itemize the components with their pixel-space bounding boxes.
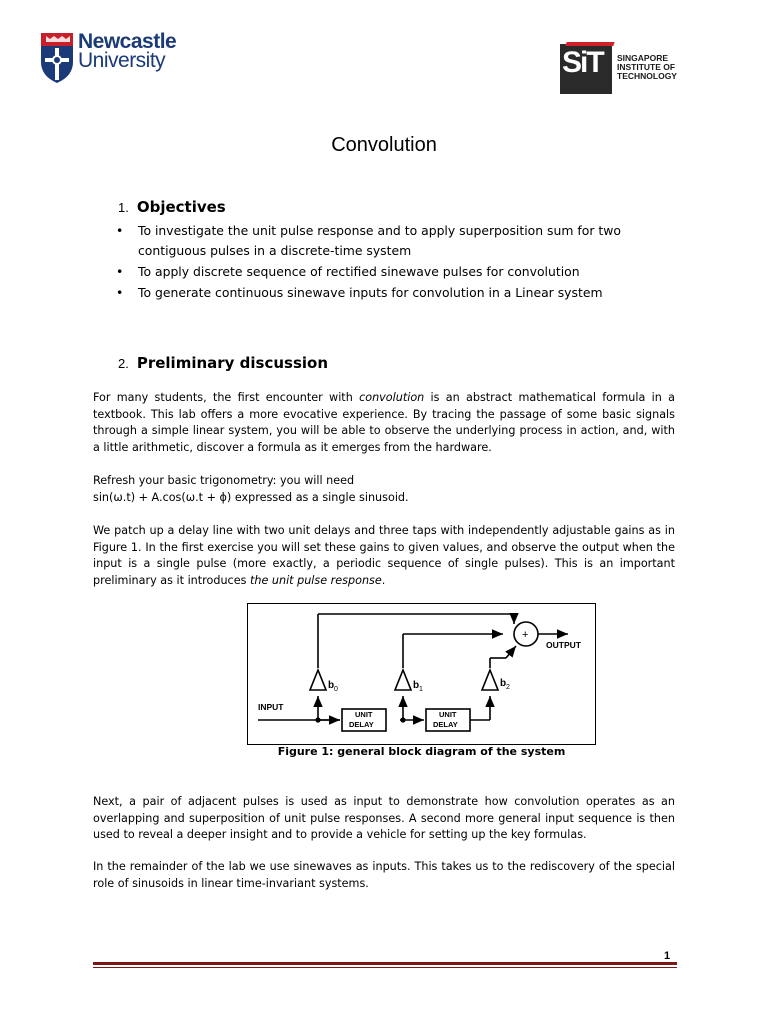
sit-line2: INSTITUTE OF: [617, 62, 676, 72]
newcastle-line1: Newcastle: [78, 30, 177, 53]
gain-b0-triangle: [310, 670, 326, 690]
gain-b1-subscript: 1: [419, 686, 423, 693]
input-label: INPUT: [258, 702, 284, 712]
sit-line3: TECHNOLOGY: [617, 71, 677, 81]
figure-1-diagram: [247, 603, 596, 745]
list-item: • To apply discrete sequence of rectified sinewave pulses for convolution: [116, 264, 580, 279]
sit-line1: SINGAPORE: [617, 53, 669, 63]
list-item: • To investigate the unit pulse response and to apply superposition sum for two contiguous pulses in a discrete-time system: [116, 223, 621, 258]
footer-rule-thick: [93, 962, 677, 965]
figure-caption: Figure 1: general block diagram of the system: [277, 745, 566, 758]
sit-wordmark: [617, 54, 677, 81]
unit-delay-1-line1: UNIT: [355, 710, 373, 719]
sit-mark: SiT: [562, 46, 603, 79]
paragraph-trig: Refresh your basic trigonometry: you will need sin(ω.t) + A.cos(ω.t + ϕ) expressed as a single sinusoid.: [93, 474, 409, 504]
paragraph-intro: For many students, the first encounter with convolution is an abstract mathematical formula in a textbook. This lab offers a more evocative experience. By tracing the passage of some basic signals through a simple linear system, you will be able to observe the underlying process in action, and, with a little arithmetic, discover a formula as it emerges from the hardware.: [93, 391, 675, 454]
list-item: • To generate continuous sinewave inputs for convolution in a Linear system: [116, 285, 603, 300]
newcastle-wordmark: [78, 32, 176, 70]
output-label: OUTPUT: [546, 640, 581, 650]
unit-delay-2-line2: DELAY: [433, 720, 458, 729]
unit-delay-1-line2: DELAY: [349, 720, 374, 729]
newcastle-university-logo: [40, 32, 180, 88]
objectives-title: Objectives: [136, 198, 226, 216]
newcastle-line2: University: [78, 49, 166, 72]
paragraph-adjacent-pulses: Next, a pair of adjacent pulses is used as input to demonstrate how convolution operates as an overlapping and superposition of unit pulse responses. A second more general input sequence is then used to reveal a deeper insight and to provide a vehicle for setting up the key formulas.: [93, 795, 675, 842]
page-number: 1: [664, 950, 671, 962]
paragraph-delay-line: We patch up a delay line with two unit delays and three taps with independently adjustable gains as in Figure 1. In the first exercise you will set these gains to given values, and observe the output when the input is a single pulse (more exactly, a periodic sequence of single pulses). This is an important preliminary as it introduces the unit pulse response.: [93, 524, 675, 587]
unit-delay-2-line1: UNIT: [439, 710, 457, 719]
tap-node-0: [315, 717, 320, 722]
objectives-list: [116, 221, 646, 304]
gain-b0-label: b: [328, 680, 335, 691]
newcastle-shield-icon: [40, 32, 74, 84]
sit-logo: [560, 42, 690, 94]
paragraph-sinewaves: In the remainder of the lab we use sinewaves as inputs. This takes us to the rediscovery of the special role of sinusoids in linear time-invariant systems.: [93, 860, 675, 890]
preliminary-title: Preliminary discussion: [136, 354, 329, 372]
preliminary-number: 2.: [118, 356, 129, 371]
gain-b2-subscript: 2: [506, 684, 510, 691]
tap-node-1: [400, 717, 405, 722]
objectives-number: 1.: [118, 200, 129, 215]
sum-symbol: +: [522, 629, 529, 641]
footer-rule-thin: [93, 967, 677, 968]
objectives-heading: [118, 198, 226, 216]
gain-b2-triangle: [482, 670, 498, 690]
block-diagram-svg: [248, 604, 595, 744]
preliminary-heading: [118, 354, 328, 372]
gain-b1-label: b: [413, 680, 420, 691]
gain-b0-subscript: 0: [334, 686, 338, 693]
gain-b1-triangle: [395, 670, 411, 690]
document-title: Convolution: [331, 134, 437, 156]
gain-b2-label: b: [500, 678, 507, 689]
